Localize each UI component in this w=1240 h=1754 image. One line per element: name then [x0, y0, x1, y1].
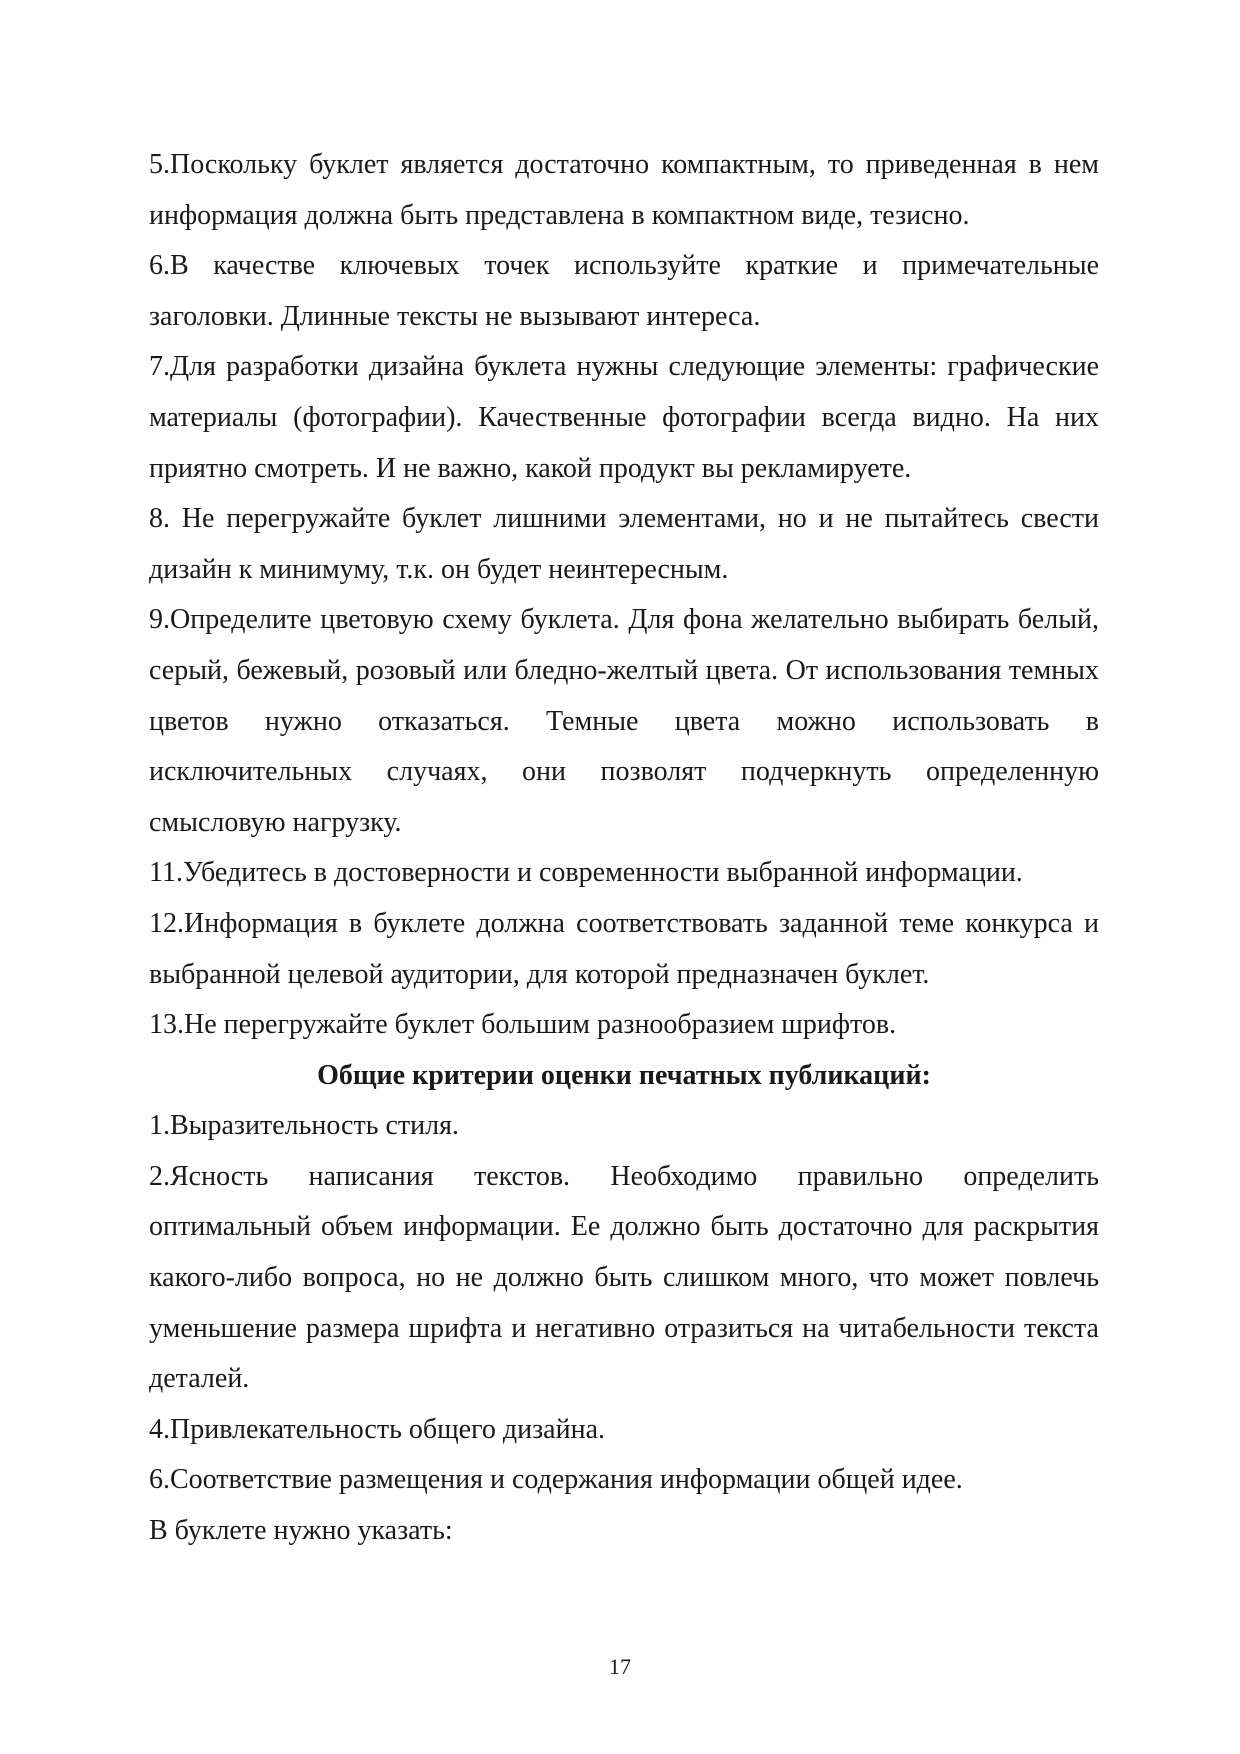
page-number: 17	[609, 1654, 631, 1679]
paragraph-item-6: 6.В качестве ключевых точек используйте краткие и примечательные заголовки. Длинные тексты не вызывают интереса.	[149, 250, 1099, 332]
criteria-item-6: 6.Соответствие размещения и содержания информации общей идее.	[149, 1464, 963, 1496]
page-body	[149, 140, 1099, 1557]
paragraph-item-12: 12.Информация в буклете должна соответствовать заданной теме конкурса и выбранной целевой аудитории, для которой предназначен буклет.	[149, 907, 1099, 990]
criteria-item-4: 4.Привлекательность общего дизайна.	[149, 1413, 605, 1445]
closing-line: В буклете нужно указать:	[149, 1515, 453, 1547]
paragraph-item-9: 9.Определите цветовую схему буклета. Для фона желательно выбирать белый, серый, бежевый, розовый или бледно-желтый цвета. От использования темных цветов нужно отказаться. Темные цвета можно использовать в исключительных случаях, они позволят подчеркнуть определенную смысловую нагрузку.	[149, 604, 1099, 838]
paragraph-item-11: 11.Убедитесь в достоверности и современности выбранной информации.	[149, 857, 1023, 889]
paragraph-item-8: 8. Не перегружайте буклет лишними элементами, но и не пытайтесь свести дизайн к минимуму, т.к. он будет неинтересным.	[149, 503, 1099, 585]
paragraph-item-13: 13.Не перегружайте буклет большим разнообразием шрифтов.	[149, 1009, 897, 1041]
paragraph-item-5: 5.Поскольку буклет является достаточно компактным, то приведенная в нем информация должна быть представлена в компактном виде, тезисно.	[149, 149, 1099, 231]
criteria-item-1: 1.Выразительность стиля.	[149, 1110, 459, 1142]
section-heading: Общие критерии оценки печатных публикаций:	[317, 1059, 931, 1091]
criteria-item-2: 2.Ясность написания текстов. Необходимо правильно определить оптимальный объем информации. Ее должно быть достаточно для раскрытия какого-либо вопроса, но не должно быть слишком много, что может повлечь уменьшение размера шрифта и негативно отразиться на читабельности текста деталей.	[149, 1160, 1099, 1395]
paragraph-item-7: 7.Для разработки дизайна буклета нужны следующие элементы: графические материалы (фотографии). Качественные фотографии всегда видно. На них приятно смотреть. И не важно, какой продукт вы рекламируете.	[149, 351, 1099, 484]
